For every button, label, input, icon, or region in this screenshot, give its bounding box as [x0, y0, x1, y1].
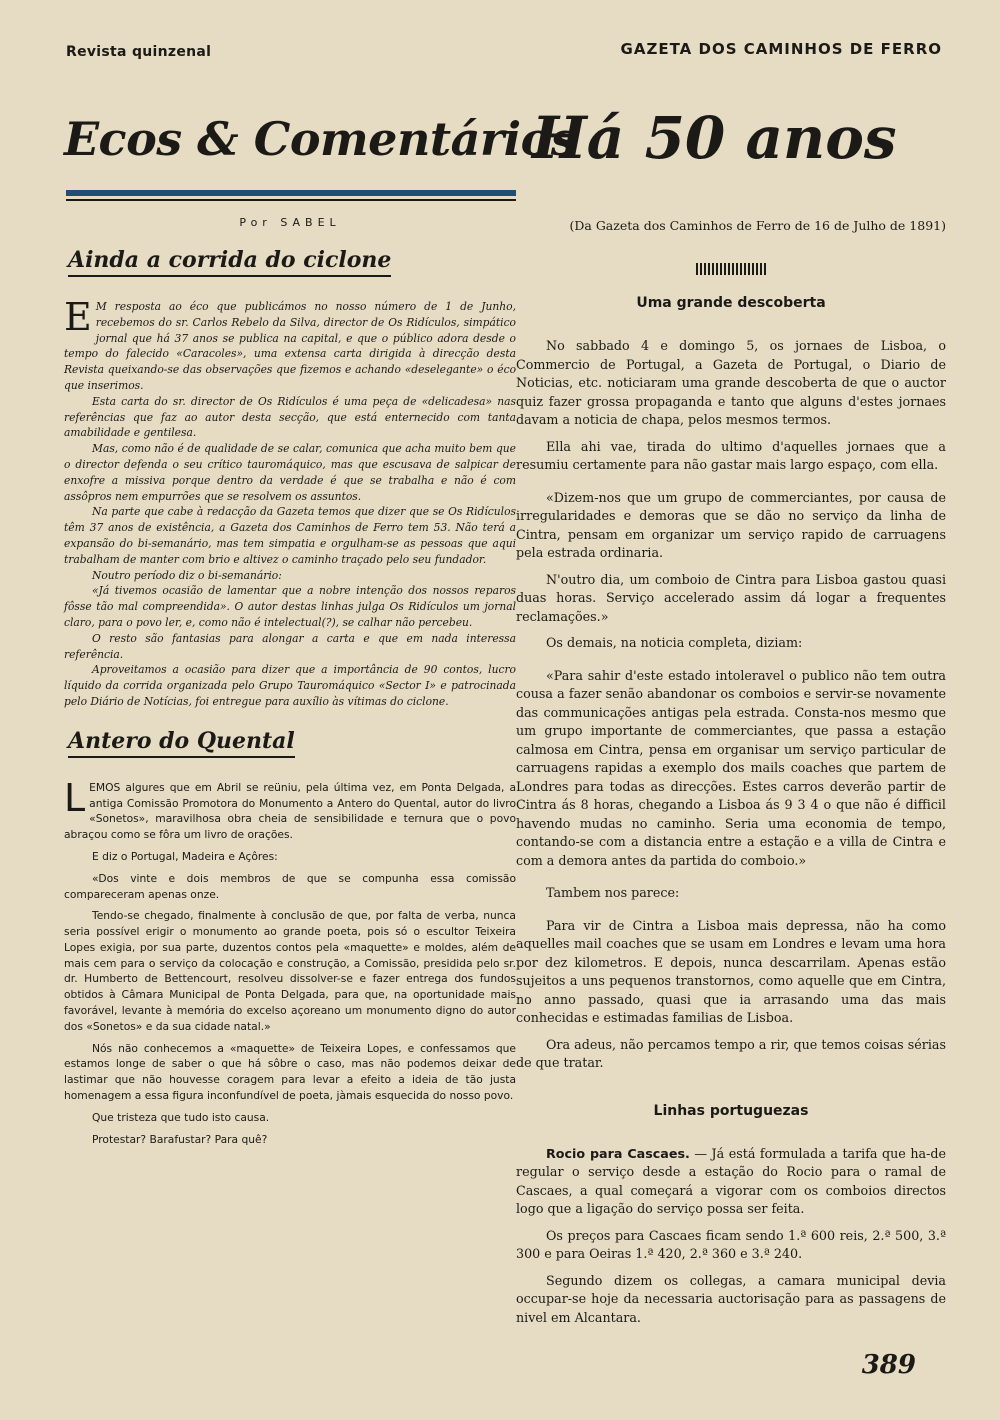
- title-rule-blue: [66, 190, 516, 196]
- paragraph: Aproveitamos a ocasião para dizer que a importância de 90 contos, lucro líquido da corrida organizada pelo Grupo Tauromáquico «Sector I» e patrocinada pelo Diário de Notícias, foi entregue para auxílio às vítimas do ciclone.: [64, 663, 516, 708]
- paragraph: Mas, como não é de qualidade de se calar, comunica que acha muito bem que o director defenda o seu crítico tauromáquico, mas que escusava de salpicar de enxofre a missiva porque dentro da verdade é que se trabalha e não é com assôpros nem empurrões que se resolvem os assuntos.: [64, 442, 516, 503]
- paragraph: LEMOS algures que em Abril se reüniu, pela última vez, em Ponta Delgada, a antiga Comissão Promotora do Monumento a Antero do Quental, autor do livro «Sonetos», maravilhosa obra cheia de sensibilidade e ternura que o povo abraçou como se fôra um livro de orações.: [64, 775, 516, 842]
- byline: Por SABEL: [239, 216, 341, 229]
- paragraph: O resto são fantasias para alongar a carta e que em nada interessa referência.: [64, 631, 516, 661]
- drop-cap: E: [64, 295, 92, 339]
- paragraph: Rocio para Cascaes. — Já está formulada a tarifa que ha-de regular o serviço desde a estação do Rocio para o ramal de Cascaes, a qual começará a vigorar com os comboios directos logo que a ligação do serviço possa ser feita.: [516, 1145, 946, 1216]
- paragraph: E M resposta ao éco que publicámos no nosso número de 1 de Junho, recebemos do sr. Carlos Rebelo da Silva, director de Os Ridículos, simpático jornal que há 37 anos se publica na capital, e que o público adora desde o tempo do falecido «Caracoles», uma extensa carta dirigida à direcção desta Revista queixando-se das observações que fizemos e achando «deselegante» o éco que inserimos.: [64, 295, 516, 392]
- section-title-50-anos: Há 50 anos: [532, 104, 897, 172]
- paragraph: Os demais, na noticia completa, diziam:: [546, 635, 803, 650]
- article-title-antero: Antero do Quental: [68, 728, 295, 758]
- paragraph: Tendo-se chegado, finalmente à conclusão de que, por falta de verba, nunca seria possível erigir o monumento ao grande poeta, pois só o escultor Teixeira Lopes exigia, por sua parte, duzentos contos pela «maquette» e moldes, além de mais cem para o serviço da colocação e construção, a Comissão, presidida pelo sr. dr. Humberto de Bettencourt, resolveu dissolver-se e fazer entrega dos fundos obtidos à Câmara Municipal de Ponta Delgada, para que, na oportunidade mais favorável, levante à memória do excelso açoreano um monumento digno do autor dos «Sonetos» e da sua cidade natal.»: [64, 909, 516, 1033]
- header-frequency: Revista quinzenal: [66, 44, 212, 60]
- subheading-linhas: Linhas portuguezas: [653, 1102, 809, 1119]
- article-title-ciclone: Ainda a corrida do ciclone: [68, 247, 391, 277]
- section-title-ecos: Ecos & Comentários: [64, 112, 577, 166]
- paragraph: Noutro período diz o bi-semanário:: [92, 568, 282, 582]
- paragraph: Ora adeus, não percamos tempo a rir, que temos coisas sérias de que tratar.: [516, 1036, 946, 1070]
- left-column: [64, 212, 516, 1153]
- paragraph: «Já tivemos ocasião de lamentar que a nobre intenção dos nossos reparos fôsse tão mal compreendida». O autor destas linhas julga Os Ridículos um jornal claro, para o povo ler, e, como não é intelectual(?), se calhar não percebeu.: [64, 584, 516, 629]
- paragraph: No sabbado 4 e domingo 5, os jornaes de Lisboa, o Commercio de Portugal, a Gazeta de Portugal, o Diario de Noticias, etc. noticiaram uma grande descoberta de que o auctor quiz fazer grossa propaganda e tanto que alguns d'estes jornaes davam a noticia de chapa, pelos mesmos termos.: [516, 338, 946, 427]
- paragraph: Na parte que cabe à redacção da Gazeta temos que dizer que se Os Ridículos têm 37 anos de existência, a Gazeta dos Caminhos de Ferro tem 53. Não terá a expansão do bi-semanário, mas tem simpatia e orgulham-se as pessoas que aqui trabalham de manter com brio e altivez o caminho traçado pelo seu fundador.: [64, 505, 516, 566]
- title-rule-black: [66, 199, 516, 201]
- source-note: (Da Gazeta dos Caminhos de Ferro de 16 de Julho de 1891): [569, 218, 946, 233]
- paragraph: Tambem nos parece:: [546, 885, 680, 900]
- paragraph: Esta carta do sr. director de Os Ridículos é uma peça de «delicadesa» nas referências que faz ao autor desta secção, que está enternecido com tanta amabilidade e gentilesa.: [64, 394, 516, 440]
- paragraph: Segundo dizem os collegas, a camara municipal devia occupar-se hoje da necessaria auctorisação para as passagens de nivel em Alcantara.: [516, 1272, 946, 1325]
- paragraph: E diz o Portugal, Madeira e Açôres:: [92, 849, 278, 863]
- paragraph: N'outro dia, um comboio de Cintra para Lisboa gastou quasi duas horas. Serviço accelerado assim dá logar a frequentes reclamações.»: [516, 571, 946, 624]
- paragraph: Ella ahi vae, tirada do ultimo d'aquelles jornaes que a resumiu certamente para não gastar mais largo espaço, com ella.: [516, 438, 946, 472]
- paragraph: «Dos vinte e dois membros de que se compunha essa comissão compareceram apenas onze.: [64, 871, 516, 901]
- header-publication: GAZETA DOS CAMINHOS DE FERRO: [620, 40, 942, 58]
- page-number: 389: [861, 1350, 916, 1380]
- paragraph: Que tristeza que tudo isto causa.: [92, 1110, 270, 1124]
- paragraph: Protestar? Barafustar? Para quê?: [92, 1132, 268, 1146]
- paragraph: «Dizem-nos que um grupo de commerciantes, por causa de irregularidades e demoras que se dão no serviço da linha de Cintra, pensam em organizar um serviço rapido de carruagens pela estrada ordinaria.: [516, 489, 946, 560]
- subheading-descoberta: Uma grande descoberta: [636, 295, 826, 311]
- ornament-divider: [696, 263, 766, 275]
- paragraph: Nós não conhecemos a «maquette» de Teixeira Lopes, e confessamos que estamos longe de saber o que há sôbre o caso, mas não podemos deixar de lastimar que não houvesse coragem para levar a efeito a ideia de tão justa homenagem a essa figura inconfundível de poeta, jàmais esquecida do nosso povo.: [64, 1041, 516, 1103]
- paragraph: «Para sahir d'este estado intoleravel o publico não tem outra cousa a fazer senão abandonar os comboios e servir-se novamente das communicações antigas pela estrada. Consta-nos mesmo que um grupo importante de commerciantes, que passa a estação calmosa em Cintra, pensa em organisar um serviço particular de carruagens rapidas a exemplo dos mails coaches que partem de Londres para todas as direcções. Estes carros deverão partir de Cintra ás 8 horas, chegando a Lisboa ás 9 3 4 o que não é difficil havendo mudas no caminho. Seria uma economia de tempo, contando-se com a distancia entre a estação e a villa de Cintra e com a demora antes da partida do comboio.»: [516, 667, 946, 868]
- paragraph: Para vir de Cintra a Lisboa mais depressa, não ha como aquelles mail coaches que se usam em Londres e levam uma hora por dez kilometros. E depois, nunca descarrilam. Apenas estão sujeitos a uns pequenos transtornos, como aquelle que em Cintra, no anno passado, quasi que ia arrasando uma das mais conhecidas e estimadas familias de Lisboa.: [516, 917, 946, 1025]
- paragraph: Os preços para Cascaes ficam sendo 1.ª 600 reis, 2.ª 500, 3.ª 300 e para Oeiras 1.ª 420, 2.ª 360 e 3.ª 240.: [516, 1227, 946, 1261]
- right-column: [516, 212, 946, 1335]
- drop-cap: L: [64, 775, 86, 820]
